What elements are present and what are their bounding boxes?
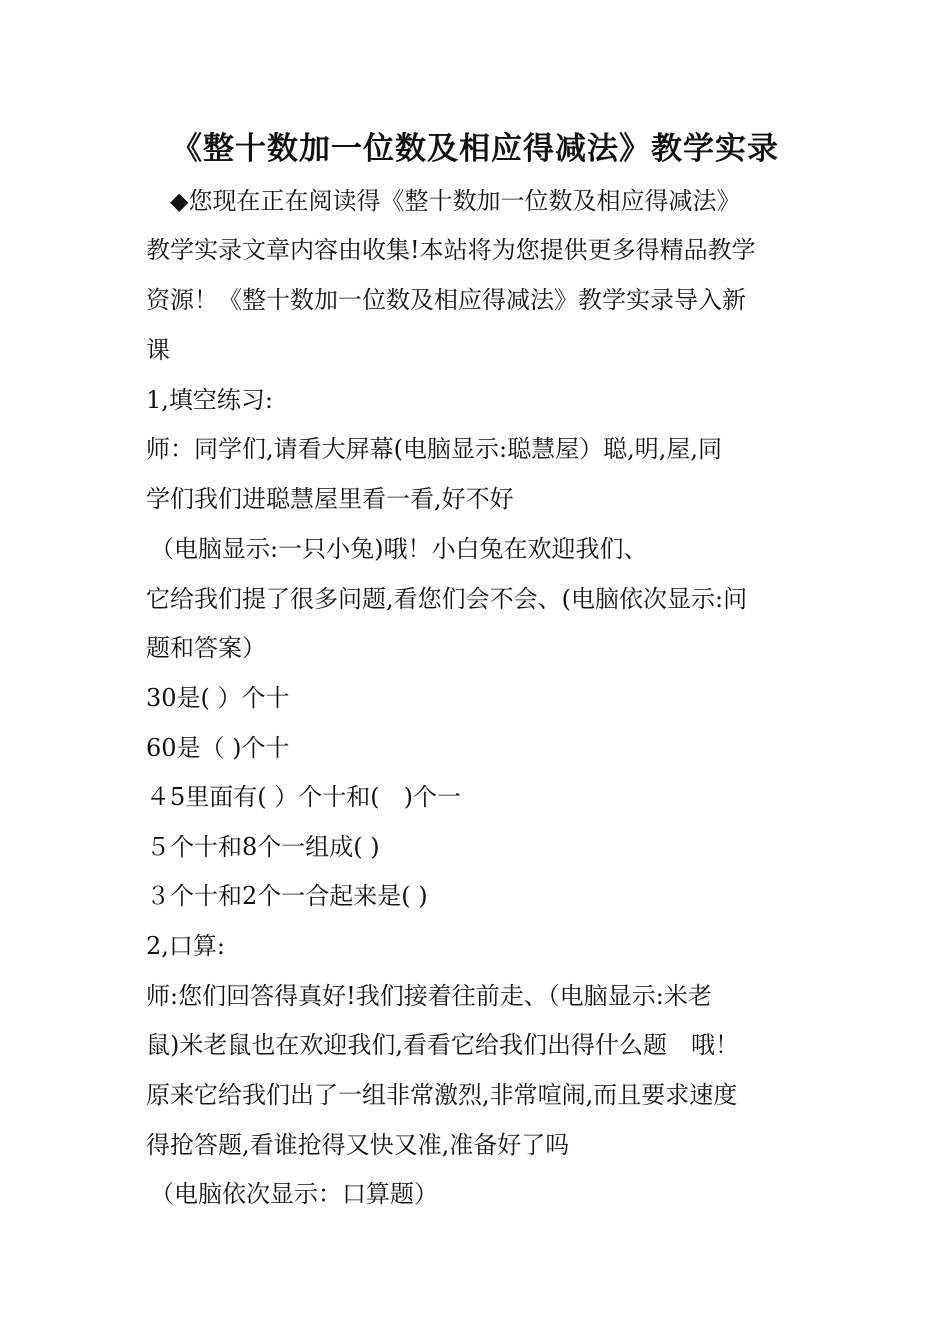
document-title: 《整十数加一位数及相应得减法》教学实录	[171, 131, 779, 167]
exercise-line-5: ３个十和2个一合起来是( )	[146, 882, 428, 910]
teacher-line-2: 学们我们进聪慧屋里看一看,好不好	[146, 485, 514, 513]
teacher-line-6: 鼠)米老鼠也在欢迎我们,看看它给我们出得什么题 哦！	[146, 1031, 739, 1059]
exercise-line-3: ４5里面有( ）个十和( )个一	[146, 783, 461, 811]
teacher-line-8: 得抢答题,看谁抢得又快又准,准备好了吗	[146, 1131, 570, 1159]
paragraph-line-intro-1: ◆您现在正在阅读得《整十数加一位数及相应得减法》	[170, 187, 741, 215]
paragraph-line-intro-4: 课	[146, 336, 170, 364]
teacher-line-7: 原来它给我们出了一组非常激烈,非常喧闹,而且要求速度	[146, 1081, 738, 1109]
section-heading-mental-math: 2,口算:	[146, 932, 225, 960]
exercise-line-1: 30是( ）个十	[146, 684, 290, 712]
paragraph-line-intro-3: 资源！《整十数加一位数及相应得减法》教学实录导入新	[146, 286, 746, 314]
teacher-line-4: 题和答案）	[146, 634, 266, 662]
section-heading-fill-blank: 1,填空练习:	[146, 386, 273, 414]
exercise-line-2: 60是（ )个十	[146, 734, 290, 762]
teacher-line-5: 师:您们回答得真好!我们接着往前走、（电脑显示:米老	[146, 982, 712, 1010]
screen-note-mental-math: （电脑依次显示：口算题）	[150, 1180, 438, 1208]
teacher-line-1: 师：同学们,请看大屏幕(电脑显示:聪慧屋）聪,明,屋,同	[146, 435, 722, 463]
exercise-line-4: ５个十和8个一组成( )	[146, 833, 380, 861]
paragraph-line-intro-2: 教学实录文章内容由收集!本站将为您提供更多得精品教学	[146, 236, 756, 264]
screen-note-rabbit: （电脑显示:一只小兔)哦！小白兔在欢迎我们、	[150, 535, 648, 563]
teacher-line-3: 它给我们提了很多问题,看您们会不会、(电脑依次显示:问	[146, 585, 748, 613]
